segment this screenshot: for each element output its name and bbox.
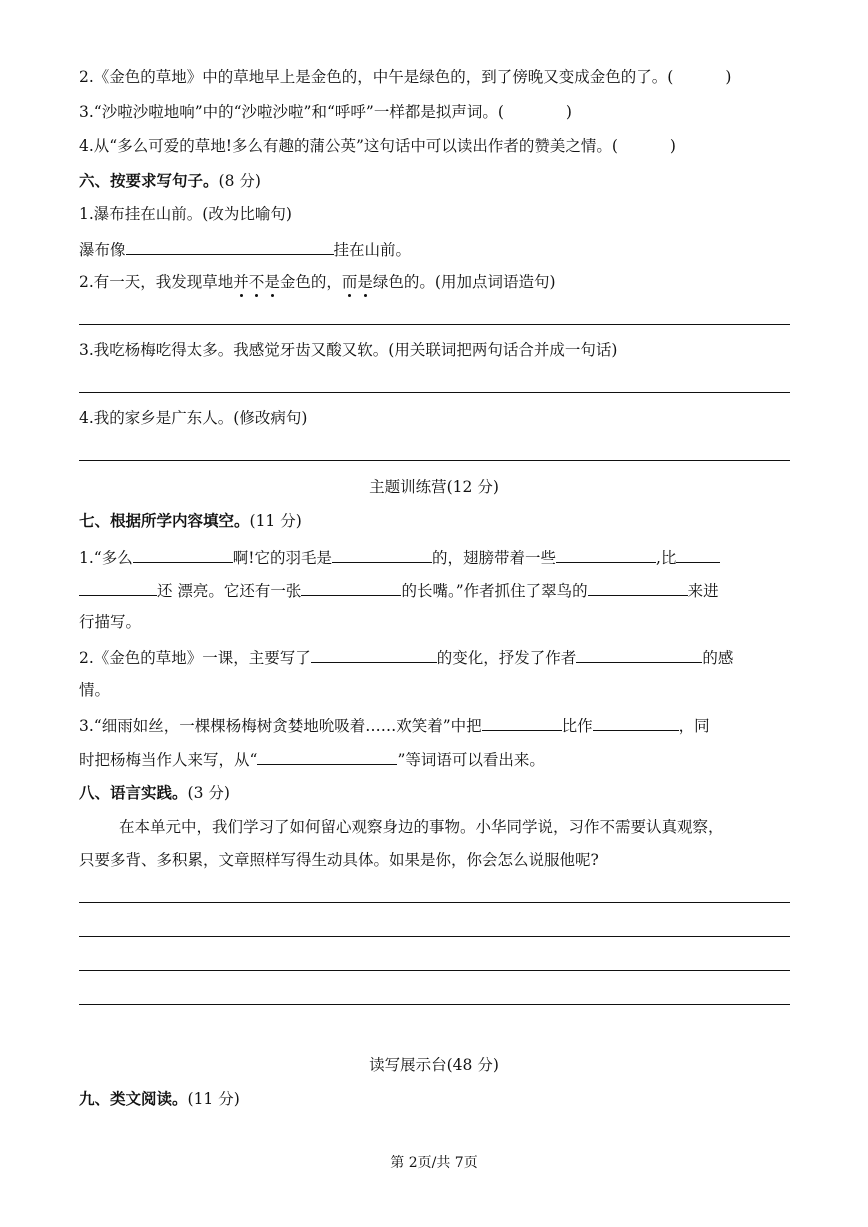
answer-blank[interactable] [301,578,401,596]
section8-paragraph-1: 在本单元中，我们学习了如何留心观察身边的事物。小华同学说，习作不需要认真观察， [119,818,724,836]
section6-q1: 1.瀑布挂在山前。(改为比喻句) [79,205,292,223]
judge-item-2: 2.《金色的草地》中的草地早上是金色的，中午是绿色的，到了傍晚又变成金色的了。( ) [79,68,732,86]
section7-score: (11 分) [249,512,302,530]
section7-q2-line2: 情。 [79,681,111,699]
section6-title [79,170,789,192]
dotted-char: 并 [233,273,249,291]
section7-q3-line1: 3.“细雨如丝，一棵棵杨梅树贪婪地吮吸着……欢笑着”中把 比作 ，同 [79,713,789,737]
answer-line[interactable] [79,392,790,393]
answer-line[interactable] [79,902,790,903]
section9-title [79,1088,789,1110]
section7-q1-line1: 1.“多么 啊!它的羽毛是 的，翅膀带着一些 ,比 [79,545,789,569]
section8-paragraph-2: 只要多背、多积累，文章照样写得生动具体。如果是你，你会怎么说服他呢? [79,851,599,869]
section6-q3: 3.我吃杨梅吃得太多。我感觉牙齿又酸又软。(用关联词把两句话合并成一句话) [79,341,618,359]
section6-q1-answer: 瀑布像 挂在山前。 [79,237,789,261]
section9-score: (11 分) [187,1090,240,1108]
judge-item-4: 4.从“多么可爱的草地!多么有趣的蒲公英”这句话中可以读出作者的赞美之情。( ) [79,137,676,155]
answer-blank[interactable] [676,545,720,563]
section6-q2: 2.有一天，我发现草地并不是金色的，而是绿色的。(用加点词语造句) [79,273,556,291]
section8-score: (3 分) [187,784,230,802]
answer-blank[interactable] [126,237,334,255]
section7-q2-line1: 2.《金色的草地》一课，主要写了 的变化，抒发了作者 的感 [79,645,789,669]
answer-blank[interactable] [588,578,688,596]
answer-blank[interactable] [576,645,702,663]
answer-blank[interactable] [332,545,432,563]
page-number: 第 2页/共 7页 [390,1155,478,1171]
section6-q4: 4.我的家乡是广东人。(修改病句) [79,409,308,427]
theme-camp-heading: 主题训练营(12 分) [369,478,499,496]
section8-heading: 八、语言实践。 [79,783,188,802]
section9-heading: 九、类文阅读。 [79,1089,188,1108]
answer-blank[interactable] [311,645,437,663]
answer-blank[interactable] [482,713,562,731]
section7-q1-line2: 还 漂亮。它还有一张 的长嘴。”作者抓住了翠鸟的 来进 [79,578,789,602]
answer-line[interactable] [79,324,790,325]
answer-blank[interactable] [593,713,679,731]
section6-heading: 六、按要求写句子。 [79,171,219,190]
read-write-heading: 读写展示台(48 分) [369,1056,499,1074]
answer-blank[interactable] [133,545,233,563]
section7-heading: 七、根据所学内容填空。 [79,511,250,530]
answer-blank[interactable] [79,578,157,596]
section7-title [79,510,789,532]
judge-item-3: 3.“沙啦沙啦地响”中的“沙啦沙啦”和“呼呼”一样都是拟声词。( ) [79,103,572,121]
answer-line[interactable] [79,460,790,461]
section7-q1-line3: 行描写。 [79,613,142,631]
answer-line[interactable] [79,970,790,971]
section7-q3-line2: 时把杨梅当作人来写，从“ ”等词语可以看出来。 [79,747,789,771]
answer-blank[interactable] [556,545,656,563]
dotted-char: 是 [264,273,280,291]
answer-blank[interactable] [257,747,397,765]
answer-line[interactable] [79,1004,790,1005]
section6-score: (8 分) [218,172,261,190]
dotted-char: 是 [357,273,373,291]
dotted-char: 而 [341,273,358,291]
answer-line[interactable] [79,936,790,937]
section8-title [79,782,789,804]
dotted-char: 不 [248,273,265,291]
